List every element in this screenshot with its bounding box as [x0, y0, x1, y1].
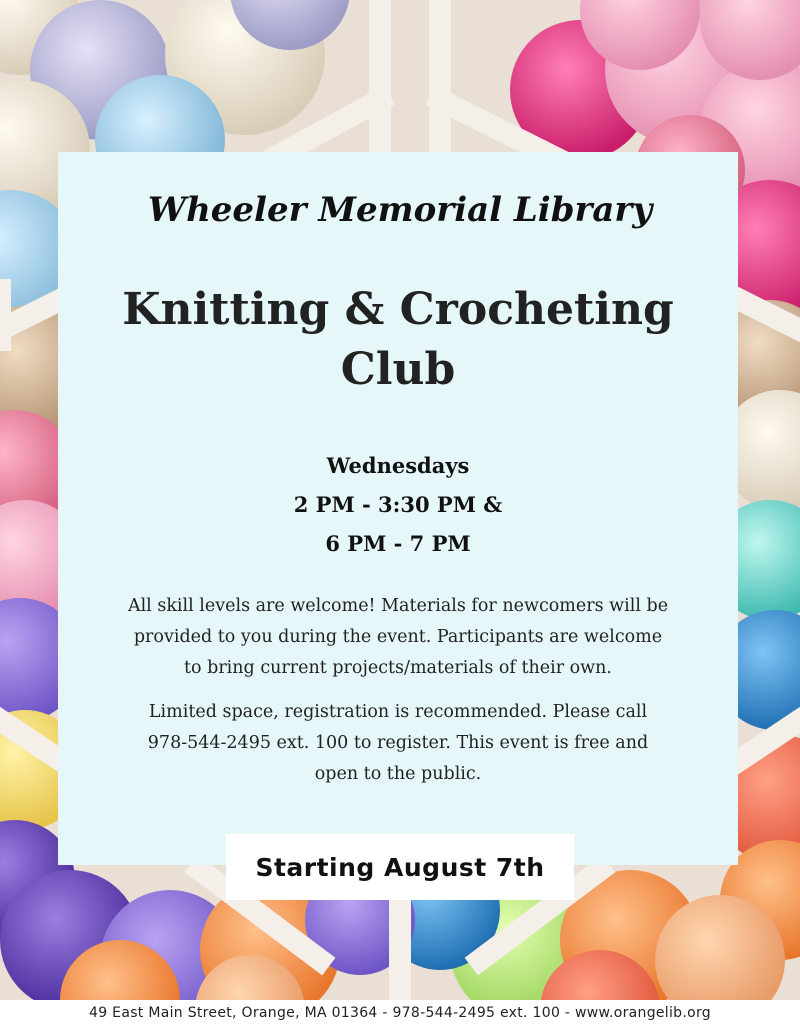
- club-title: [58, 280, 738, 400]
- welcome-line-2: provided to you during the event. Participants are welcome: [133, 627, 663, 647]
- registration-line-2: 978-544-2495 ext. 100 to register. This event is free and: [147, 733, 649, 753]
- welcome-line-3: to bring current projects/materials of their own.: [183, 658, 612, 678]
- registration-paragraph: [66, 697, 730, 790]
- schedule-time-1: 2 PM - 3:30 PM &: [293, 492, 503, 517]
- registration-line-1: Limited space, registration is recommended. Please call: [148, 702, 648, 722]
- club-title-line1: Knitting & Crocheting: [122, 284, 674, 335]
- library-name: Wheeler Memorial Library: [147, 190, 653, 230]
- schedule-time-2: 6 PM - 7 PM: [325, 531, 471, 556]
- start-date-box: [226, 834, 574, 900]
- registration-line-3: open to the public.: [314, 764, 482, 784]
- schedule: [58, 446, 738, 563]
- start-date-label: Starting August 7th: [255, 852, 545, 882]
- footer-contact: 49 East Main Street, Orange, MA 01364 - 978-544-2495 ext. 100 - www.orangelib.org: [0, 1000, 800, 1027]
- welcome-line-1: All skill levels are welcome! Materials for newcomers will be: [127, 596, 669, 616]
- club-title-line2: Club: [340, 344, 456, 395]
- schedule-day: Wednesdays: [326, 453, 470, 478]
- welcome-paragraph: [66, 591, 730, 684]
